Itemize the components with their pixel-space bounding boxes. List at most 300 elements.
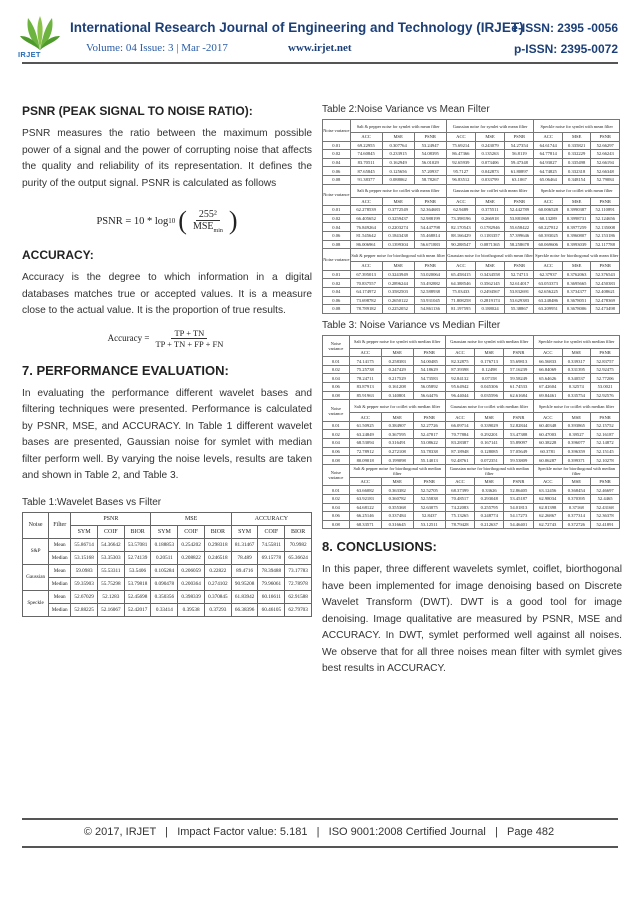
table-cell: 63.66082 (349, 486, 381, 495)
table-cell: 52.43168 (591, 503, 620, 512)
psnr-formula-lhs: PSNR = 10 * log (96, 215, 169, 227)
table1-subheader: SYM (231, 525, 258, 538)
table-cell: 0.02 (323, 214, 351, 223)
table-cell: 66.405652 (350, 214, 382, 223)
table-row (323, 503, 620, 512)
table-cell: 92.48761 (445, 456, 474, 465)
table-cell: 68.53094 (349, 439, 381, 448)
table1-filter-cell: Mean (49, 564, 71, 577)
table-cell: 65.06464 (534, 175, 562, 184)
table-cell: 0.3259437 (382, 214, 414, 223)
table2-subheader: ACC (534, 262, 562, 271)
table-cell: 0.2650122 (382, 296, 414, 305)
table-cell: 65.64626 (533, 374, 562, 383)
table-cell: 0.370845 (204, 590, 231, 603)
table-cell: 66.38396 (231, 603, 258, 616)
table-cell: 66.84069 (533, 365, 562, 374)
table-cell: 53.5406 (124, 564, 151, 577)
table-row (323, 240, 620, 249)
table-cell: 59.47348 (505, 158, 534, 167)
table-cell: 78.489 (231, 551, 258, 564)
table-cell: 54.00485 (413, 357, 445, 366)
table-cell: 0.162949 (382, 158, 414, 167)
table-row (323, 383, 620, 392)
footer-sep-3: | (494, 826, 498, 838)
table-cell: 62.26867 (533, 512, 562, 521)
psnr-paragraph: PSNR measures the ratio between the maximum possible power of a signal and the power of corrupting noise that affects the quality and reliability of its representation. It defines the purity of the output signal. PSNR is calculated as follows (22, 128, 312, 189)
table-cell: 58.258678 (505, 240, 534, 249)
table-cell: 0.2203274 (382, 223, 414, 232)
table-cell: 0.340537 (562, 374, 591, 383)
table3-group-header: Salt & pepper noise for biorthogonal with median filter (349, 464, 445, 477)
table3-subheader-row (323, 348, 620, 357)
table2-noise-mean (322, 119, 620, 314)
table-cell: 70.837557 (350, 279, 382, 288)
table-cell: 0.08 (323, 175, 351, 184)
table2-group-header: Salt & pepper noise for coiflet with mean filter (350, 184, 446, 197)
table-cell: 0.247429 (381, 365, 413, 374)
table3-subheader: ACC (533, 477, 562, 486)
table-cell: 54.08395 (414, 150, 446, 159)
table-cell: 0.0871365 (475, 240, 504, 249)
table-cell: 72.78978 (285, 577, 312, 590)
table-row (323, 520, 620, 529)
table-cell: 0.125656 (382, 167, 414, 176)
table2-subheader-row (323, 197, 620, 206)
table-cell: 52.67029 (71, 590, 98, 603)
table-cell: 62.98034 (533, 495, 562, 504)
table-cell: 0.331395 (562, 365, 591, 374)
table3-subheader: MSE (381, 348, 413, 357)
table-cell: 0.332229 (562, 150, 590, 159)
table-row (323, 391, 620, 400)
table3-subheader: ACC (349, 477, 381, 486)
table-cell: 66.25146 (349, 512, 381, 521)
table3-subheader: PSNR (504, 413, 533, 422)
table-cell: 0.3990387 (562, 206, 590, 215)
table-cell: 0.377314 (562, 512, 591, 521)
table-cell: 54.36642 (97, 538, 124, 551)
table-cell: 78.39488 (258, 564, 285, 577)
table-cell: 71.808258 (446, 296, 475, 305)
table-cell: 53.45187 (504, 495, 533, 504)
table-cell: 53.0021 (591, 383, 620, 392)
table-cell: 52.135008 (591, 223, 620, 232)
table-cell: 0.3993039 (562, 240, 590, 249)
table-cell: 0.298318 (204, 538, 231, 551)
table-cell: 0.3678006 (562, 305, 590, 314)
table-cell: 83.70511 (350, 158, 382, 167)
table-cell: 0.04 (323, 158, 351, 167)
table-cell: 54.18629 (413, 365, 445, 374)
table2-subheader: PSNR (591, 133, 620, 142)
table2-subheader: ACC (350, 197, 382, 206)
table-cell: 62.61684 (504, 391, 533, 400)
table-row (23, 603, 312, 616)
table-cell: 56.8119 (505, 150, 534, 159)
table-cell: 0.3772549 (382, 206, 414, 215)
table2-noise-variance-label: Noise variance (323, 249, 351, 271)
table3-noise-variance-label: Noise variance (323, 400, 350, 422)
table-cell: 55.69813 (504, 357, 533, 366)
table-cell: 0.042873 (475, 167, 504, 176)
journal-website[interactable]: www.irjet.net (288, 42, 352, 54)
table2-subheader: MSE (382, 133, 414, 142)
table-cell: 0.20511 (151, 551, 178, 564)
table3-subheader: ACC (445, 413, 474, 422)
table-cell: 53.832691 (505, 287, 534, 296)
psnr-formula (22, 208, 312, 234)
table-cell: 54.17273 (504, 512, 533, 521)
table-cell: 53.24947 (414, 141, 446, 150)
table3-noise-variance-label: Noise variance (323, 335, 350, 357)
table-cell: 0.206059 (178, 564, 205, 577)
table3-subheader: PSNR (413, 477, 445, 486)
table-cell: 81.545642 (350, 231, 382, 240)
table-cell: 0.1399304 (382, 240, 414, 249)
table2-group-row (323, 120, 620, 133)
table-cell: 85.91963 (349, 391, 381, 400)
table-cell: 54.447798 (414, 223, 446, 232)
table-cell: 82.32875 (445, 357, 474, 366)
table1-filter-cell: Median (49, 551, 71, 564)
table-cell: 52.442789 (505, 206, 534, 215)
psnr-fraction (190, 209, 226, 234)
table-cell: 52.66194 (591, 158, 620, 167)
table-cell: 60.069606 (534, 240, 562, 249)
table-cell: 59.35903 (71, 577, 98, 590)
table-cell: 0.08 (323, 391, 350, 400)
table1-filter-cell: Mean (49, 590, 71, 603)
table2-subheader: PSNR (505, 262, 534, 271)
table-cell: 53.79818 (124, 577, 151, 590)
table-cell: 0.272108 (381, 447, 413, 456)
table1-subheader: BIOR (204, 525, 231, 538)
table-cell: 64.74825 (534, 167, 562, 176)
table-cell: 0.08 (323, 456, 350, 465)
table-cell: 61.50925 (349, 421, 381, 430)
table-cell: 52.77206 (591, 374, 620, 383)
table-cell: 60.393025 (534, 231, 562, 240)
table-cell: 67.42604 (533, 383, 562, 392)
footer-copyright: © 2017, IRJET (83, 826, 156, 838)
table-row (323, 374, 620, 383)
table-row (323, 512, 620, 521)
table-cell: 0.3695665 (562, 279, 590, 288)
table-cell: 52.15752 (591, 421, 620, 430)
table-cell: 0.06 (323, 512, 350, 521)
table-cell: 53.57081 (124, 538, 151, 551)
table-cell: 0.33626 (475, 486, 504, 495)
table-cell: 52.92576 (591, 391, 620, 400)
table-cell: 0.3243949 (382, 270, 414, 279)
table1-filter-cell: Median (49, 577, 71, 590)
table3-subheader-row (323, 477, 620, 486)
table-cell: 57.05649 (504, 447, 533, 456)
table-cell: 0.06 (323, 296, 351, 305)
table-cell: 62.37937 (534, 270, 562, 279)
table-cell: 60.16611 (258, 590, 285, 603)
table-cell: 69.22955 (350, 141, 382, 150)
table1-subheader: SYM (71, 525, 98, 538)
table-cell: 0.07158 (475, 374, 504, 383)
table-cell: 65.36624 (285, 551, 312, 564)
table-cell: 0.255795 (475, 503, 504, 512)
table1-group-header: MSE (151, 512, 231, 525)
table2-group-row (323, 249, 620, 262)
table-cell: 0.233915 (382, 150, 414, 159)
table-row (323, 279, 620, 288)
table-cell: 52.110891 (591, 206, 620, 215)
table-cell: 62.91588 (285, 590, 312, 603)
table-cell: 69.84461 (533, 391, 562, 400)
table-cell: 56.64476 (413, 391, 445, 400)
table-cell: 55.75298 (97, 577, 124, 590)
table-cell: 56.671883 (414, 240, 446, 249)
table-cell: 78.79428 (445, 520, 474, 529)
table-cell: 0.04 (323, 287, 351, 296)
table3-group-row (323, 464, 620, 477)
table2-group-header: Salt & pepper noise for biorthogonal with mean filter (350, 249, 446, 262)
table-cell: 0.3734377 (562, 287, 590, 296)
table-cell: 0.367595 (381, 430, 413, 439)
table2-group-header: Speckle noise for coiflet with mean filter (534, 184, 620, 197)
logo-text: IRJET (18, 50, 41, 59)
table3-group-row (323, 335, 620, 348)
table1-subheader: BIOR (285, 525, 312, 538)
table3-caption: Table 3: Noise Variance vs Median Filter (322, 319, 501, 331)
table-cell: 0.370395 (562, 495, 591, 504)
table-cell: 96.83512 (446, 175, 475, 184)
table-cell: 60.006528 (534, 206, 562, 215)
journal-header (0, 0, 638, 88)
table-cell: 89.4716 (231, 564, 258, 577)
table-cell: 62.9489 (446, 206, 475, 215)
table-cell: 52.14872 (591, 439, 620, 448)
table-cell: 52.42017 (124, 603, 151, 616)
table-cell: 0.1782946 (475, 223, 504, 232)
table2-group-header: Gaussian noise for coiflet with mean filter (446, 184, 534, 197)
table-cell: 53.881869 (505, 214, 534, 223)
table-cell: 0.2896244 (382, 279, 414, 288)
table-row (323, 296, 620, 305)
table-cell: 70.48517 (445, 495, 474, 504)
table-cell: 0.274102 (204, 577, 231, 590)
table-cell: 52.478369 (591, 296, 620, 305)
table-cell: 52.88225 (71, 603, 98, 616)
table-row (323, 486, 620, 495)
table-cell: 52.47817 (413, 430, 445, 439)
table-cell: 53.08622 (413, 439, 445, 448)
table-row (323, 421, 620, 430)
table-cell: 53.12511 (413, 520, 445, 529)
table-cell: 74.60845 (350, 150, 382, 159)
table-cell: 0.258383 (381, 357, 413, 366)
table-cell: 0.399371 (562, 456, 591, 465)
table2-subheader: ACC (534, 133, 562, 142)
table2-group-row (323, 184, 620, 197)
table-cell: 0.01 (323, 270, 351, 279)
table-cell: 53.931045 (414, 296, 446, 305)
table3-subheader: PSNR (591, 413, 620, 422)
table-cell: 0.3582503 (382, 287, 414, 296)
table1-caption: Table 1:Wavelet Bases vs Filter (22, 496, 162, 508)
table-cell: 70.77884 (445, 430, 474, 439)
table-cell: 0.339029 (475, 421, 504, 430)
table-cell: 0.384907 (381, 421, 413, 430)
table2-noise-variance-label: Noise variance (323, 120, 351, 142)
table3-subheader: ACC (533, 348, 562, 357)
table-row (323, 447, 620, 456)
table-cell: 0.04 (323, 503, 350, 512)
table-cell: 62.79703 (285, 603, 312, 616)
paren-left: ( (178, 206, 187, 235)
psnr-den-sub: min (213, 227, 223, 234)
table2-subheader: MSE (562, 197, 590, 206)
right-column (322, 104, 622, 678)
accuracy-formula-lhs: Accuracy = (107, 333, 150, 343)
table-cell: 95.64942 (445, 383, 474, 392)
table-cell: 0.06 (323, 231, 351, 240)
table-cell: 52.27726 (413, 421, 445, 430)
table-cell: 52.63075 (413, 503, 445, 512)
table3-subheader: PSNR (504, 477, 533, 486)
table-cell: 66.09714 (445, 421, 474, 430)
table-cell: 0.335498 (562, 158, 590, 167)
table-row (323, 365, 620, 374)
table-cell: 52.74139 (124, 551, 151, 564)
psnr-denominator (190, 221, 226, 234)
table-cell: 0.292201 (475, 430, 504, 439)
table-cell: 0.033799 (475, 175, 504, 184)
table-cell: 0.39538 (178, 603, 205, 616)
table3-subheader: PSNR (591, 348, 620, 357)
table-cell: 52.79084 (591, 175, 620, 184)
table3-group-header: Speckle noise for biorthogonal with median filter (533, 464, 619, 477)
table-cell: 0.398339 (178, 590, 205, 603)
table2-subheader: PSNR (505, 133, 534, 142)
table-cell: 61.74533 (504, 383, 533, 392)
psnr-numerator: 255² (196, 209, 220, 221)
table1-noise-cell: Speckle (23, 590, 49, 616)
table-cell: 0.01 (323, 141, 351, 150)
table-cell: 68.37399 (445, 486, 474, 495)
table-cell: 63.053373 (534, 279, 562, 288)
table-cell: 0.307764 (382, 141, 414, 150)
table-cell: 0.12498 (475, 365, 504, 374)
table-cell: 54.01813 (504, 503, 533, 512)
p-issn: p-ISSN: 2395-0072 (513, 42, 618, 56)
table-cell: 73.398196 (446, 214, 475, 223)
table-cell: 0.3998731 (562, 214, 590, 223)
table-cell: 87.65845 (350, 167, 382, 176)
table-cell: 0.161208 (381, 383, 413, 392)
table-cell: 52.4465 (591, 495, 620, 504)
table-cell: 52.66243 (591, 150, 620, 159)
table-cell: 0.072351 (475, 456, 504, 465)
table-cell: 0.37168 (562, 503, 591, 512)
table-cell: 52.36378 (591, 512, 620, 521)
table-cell: 0.035596 (475, 391, 504, 400)
table-cell: 92.84132 (445, 374, 474, 383)
table-cell: 70.9982 (285, 538, 312, 551)
psnr-formula-base: 10 (168, 217, 176, 225)
table1-noise-cell: S&P (23, 538, 49, 564)
table-cell: 0.08 (323, 240, 351, 249)
table-cell: 52.450383 (591, 279, 620, 288)
table-cell: 61.83942 (231, 590, 258, 603)
table2-group-header: Salt & pepper noise for symlet with mean filter (350, 120, 446, 133)
table1-filter-cell: Mean (49, 538, 71, 551)
performance-heading: 7. PERFORMANCE EVALUATION: (22, 362, 229, 378)
table-cell: 0.06 (323, 383, 350, 392)
table-cell: 0.254202 (178, 538, 205, 551)
table-cell: 61.80897 (505, 167, 534, 176)
table-cell: 52.66297 (591, 141, 620, 150)
table-cell: 52.83757 (591, 357, 620, 366)
table-cell: 90.95208 (231, 577, 258, 590)
table2-subheader-row (323, 262, 620, 271)
table2-subheader: MSE (382, 262, 414, 271)
table-cell: 0.01 (323, 421, 350, 430)
table-cell: 0.316491 (381, 439, 413, 448)
table-cell: 0.2819174 (475, 296, 504, 305)
table-cell: 60.40348 (533, 421, 562, 430)
table-cell: 60.227812 (534, 223, 562, 232)
table-cell: 56.05892 (413, 383, 445, 392)
table-cell: 0.188853 (151, 538, 178, 551)
table2-subheader: ACC (534, 197, 562, 206)
table-cell: 83.28387 (445, 439, 474, 448)
table2-subheader: PSNR (591, 262, 620, 271)
performance-paragraph: In evaluating the performance different wavelet bases and filtering techniques were presented. Performance is calculated by PSNR, MSE, and ACCURACY. In Table 1 different wavelet bases are presented, Gaussian noise for symlet with median filter perform well. By varying the noise levels, results are taken and shown in Table 2, and Table 3. (22, 387, 312, 481)
table-cell: 59.53809 (504, 456, 533, 465)
table-cell: 0.396359 (562, 447, 591, 456)
table-cell: 0.02 (323, 279, 351, 288)
table-cell: 57.20937 (414, 167, 446, 176)
table3-group-header: Speckle noise for symlet with median filter (533, 335, 619, 348)
table-cell: 55.468814 (414, 231, 446, 240)
table2-subheader: ACC (350, 133, 382, 142)
table2-subheader: PSNR (505, 197, 534, 206)
table2-subheader: ACC (446, 197, 475, 206)
table-cell: 79.96061 (258, 577, 285, 590)
table-cell: 59.0983 (71, 564, 98, 577)
table-cell: 57.16239 (504, 365, 533, 374)
table-cell: 55.89097 (504, 439, 533, 448)
table-row (323, 305, 620, 314)
table-cell: 0.04 (323, 374, 350, 383)
table-cell: 75.69214 (446, 141, 475, 150)
table-cell: 0.08 (323, 305, 351, 314)
table1-group-header: PSNR (71, 512, 151, 525)
table3-subheader: MSE (562, 413, 591, 422)
table2-subheader-row (323, 133, 620, 142)
table-cell: 0.06 (323, 447, 350, 456)
table-cell: 0.372726 (562, 520, 591, 529)
footer-page: Page 482 (507, 826, 555, 838)
table-cell: 64.77814 (534, 150, 562, 159)
table-cell: 73.17783 (285, 564, 312, 577)
table-cell: 0.140801 (381, 391, 413, 400)
table-cell: 66.56833 (533, 357, 562, 366)
table-cell: 63.1067 (505, 175, 534, 184)
table-cell: 96.44044 (445, 391, 474, 400)
table-cell: 0.217529 (381, 374, 413, 383)
table-cell: 52.153186 (591, 231, 620, 240)
table-cell: 0.316645 (381, 520, 413, 529)
table-row (323, 439, 620, 448)
